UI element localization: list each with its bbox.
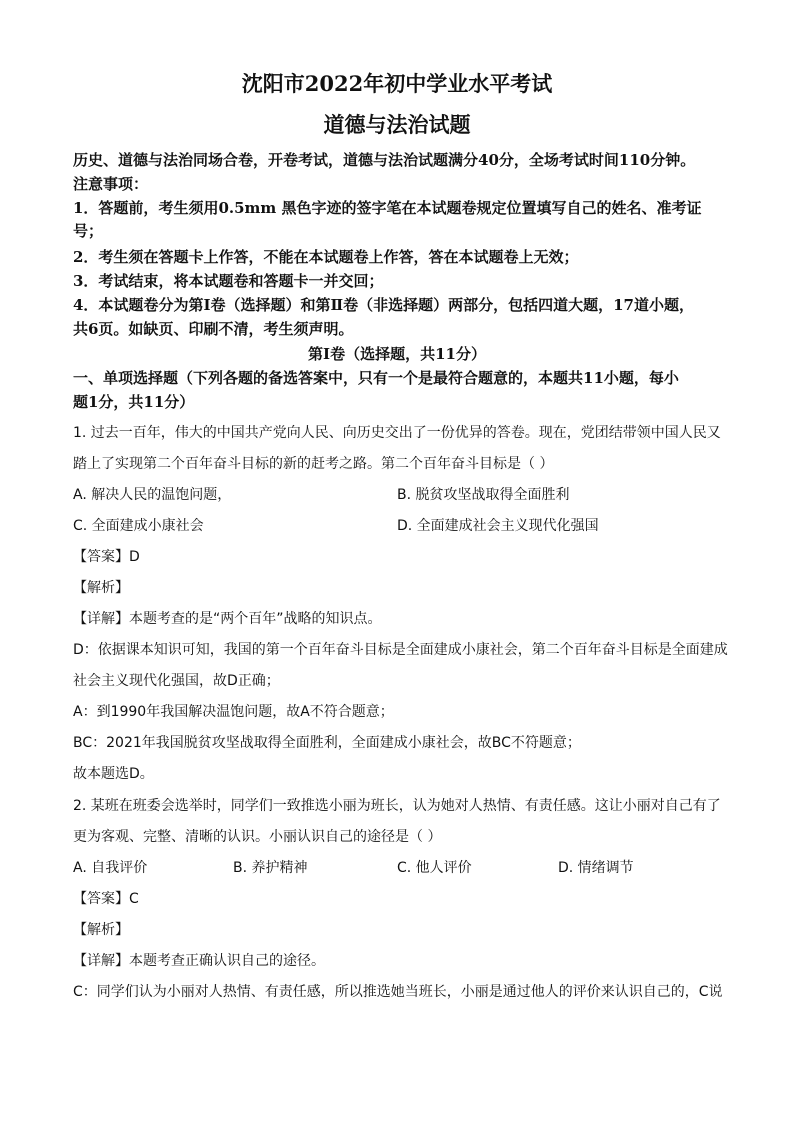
q2-option-c: C. 他人评价 xyxy=(397,860,472,876)
notice-item-4-line-1: 4．本试题卷分为第Ⅰ卷（选择题）和第Ⅱ卷（非选择题）两部分，包括四道大题，17道小题， xyxy=(73,296,694,314)
notice-item-1-line-1: 1．答题前，考生须用0.5mm 黑色字迹的签字笔在本试题卷规定位置填写自己的姓名、准考证 xyxy=(73,199,702,217)
section-heading-line-2: 题1分，共11分） xyxy=(73,393,195,411)
section-heading-line-1: 一、单项选择题（下列各题的备选答案中，只有一个是最符合题意的，本题共11小题，每小 xyxy=(73,369,679,387)
q1-answer: 【答案】D xyxy=(73,549,140,565)
q1-stem-line-2: 踏上了实现第二个百年奋斗目标的新的赶考之路。第二个百年奋斗目标是（ ） xyxy=(73,456,554,472)
notice-label: 注意事项： xyxy=(73,175,149,193)
notice-item-4-line-2: 共6页。如缺页、印刷不清，考生须声明。 xyxy=(73,320,354,338)
q1-option-c: C. 全面建成小康社会 xyxy=(73,518,204,534)
q2-option-b: B. 养护精神 xyxy=(233,860,308,876)
page-title: 沈阳市2022年初中学业水平考试 xyxy=(241,71,553,96)
q2-stem-line-2: 更为客观、完整、清晰的认识。小丽认识自己的途径是（ ） xyxy=(73,829,442,845)
notice-item-3: 3．考试结束，将本试题卷和答题卡一并交回； xyxy=(73,272,384,290)
intro-text: 历史、道德与法治同场合卷，开卷考试，道德与法治试题满分40分，全场考试时间110分钟。 xyxy=(73,151,696,169)
q1-option-a: A. 解决人民的温饱问题， xyxy=(73,487,232,503)
q2-option-a: A. 自我评价 xyxy=(73,860,148,876)
q1-option-b: B. 脱贫攻坚战取得全面胜利 xyxy=(397,487,570,503)
q1-detail: 【详解】本题考查的是“两个百年”战略的知识点。 xyxy=(73,611,382,627)
q1-analysis-label: 【解析】 xyxy=(73,580,129,596)
q1-explanation-1-line-2: 社会主义现代化强国，故D正确； xyxy=(73,673,280,689)
page-subtitle: 道德与法治试题 xyxy=(323,112,471,137)
q2-detail: 【详解】本题考查正确认识自己的途径。 xyxy=(73,953,325,969)
q1-stem-line-1: 1. 过去一百年，伟大的中国共产党向人民、向历史交出了一份优异的答卷。现在，党团结带领中国人民又 xyxy=(73,425,721,441)
part-heading: 第Ⅰ卷（选择题，共11分） xyxy=(308,345,486,363)
q2-stem-line-1: 2. 某班在班委会选举时，同学们一致推选小丽为班长，认为她对人热情、有责任感。这让小丽对自己有了 xyxy=(73,798,721,814)
notice-item-1-line-2: 号； xyxy=(73,222,104,240)
q1-option-d: D. 全面建成社会主义现代化强国 xyxy=(397,518,599,534)
q1-explanation-1-line-1: D：依据课本知识可知，我国的第一个百年奋斗目标是全面建成小康社会，第二个百年奋斗目标是全面建成 xyxy=(73,642,728,658)
q2-option-d: D. 情绪调节 xyxy=(558,860,634,876)
q2-explanation-1: C：同学们认为小丽对人热情、有责任感，所以推选她当班长，小丽是通过他人的评价来认识自己的，C说 xyxy=(73,984,723,1000)
q2-analysis-label: 【解析】 xyxy=(73,922,129,938)
q1-explanation-3: BC：2021年我国脱贫攻坚战取得全面胜利，全面建成小康社会，故BC不符题意； xyxy=(73,735,581,751)
q1-conclusion: 故本题选D。 xyxy=(73,766,154,782)
q2-answer: 【答案】C xyxy=(73,891,139,907)
notice-item-2: 2．考生须在答题卡上作答，不能在本试题卷上作答，答在本试题卷上无效； xyxy=(73,248,579,266)
q1-explanation-2: A：到1990年我国解决温饱问题，故A不符合题意； xyxy=(73,704,394,720)
